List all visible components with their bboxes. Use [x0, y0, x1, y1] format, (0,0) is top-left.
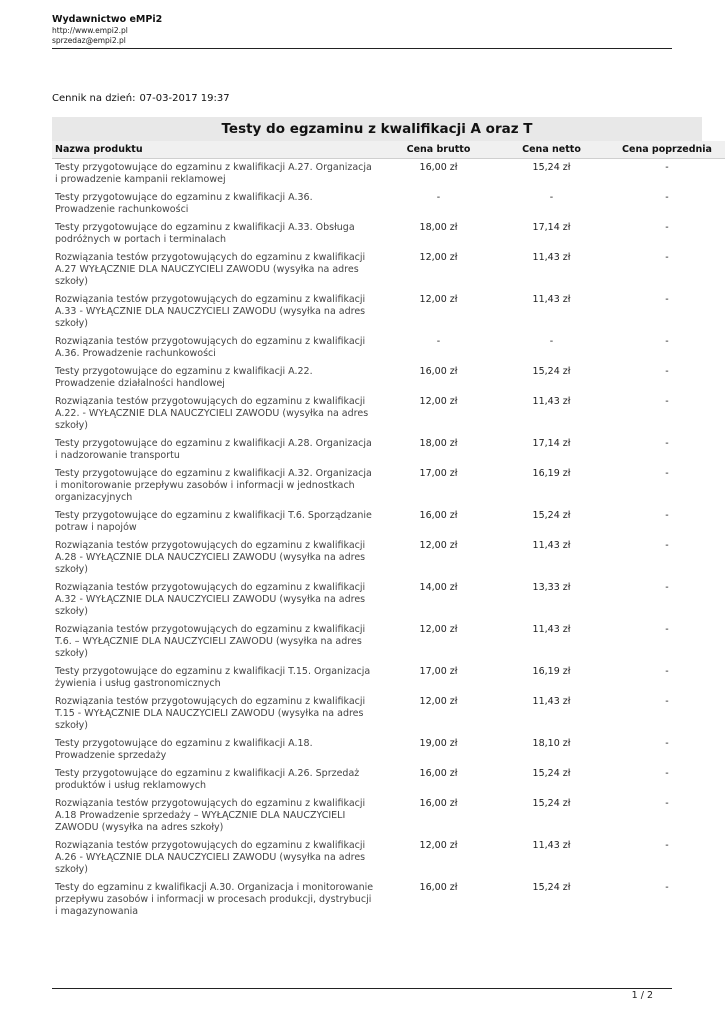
product-name: Testy przygotowujące do egzaminu z kwalifikacji T.6. Sporządzanie potraw i napojów [55, 510, 372, 533]
previous-price: - [665, 294, 669, 305]
previous-price: - [665, 582, 669, 593]
previous-price: - [665, 336, 669, 347]
previous-price: - [665, 222, 669, 233]
product-name: Testy przygotowujące do egzaminu z kwalifikacji T.15. Organizacja żywienia i usług gastronomicznych [55, 666, 371, 689]
table-row [52, 621, 725, 663]
company-email: sprzedaz@empi2.pl [52, 36, 126, 45]
product-name: Rozwiązania testów przygotowujących do egzaminu z kwalifikacji A.33 - WYŁĄCZNIE DLA NAUCZYCIELI ZAWODU (wysyłka na adres szkoły) [55, 294, 366, 329]
net-price: 11,43 zł [532, 696, 571, 707]
product-name: Testy przygotowujące do egzaminu z kwalifikacji A.32. Organizacja i monitorowanie przepływu zasobów i informacji w jednostkach organizacyjnych [55, 468, 372, 503]
net-price: 15,24 zł [532, 882, 571, 893]
product-name: Testy do egzaminu z kwalifikacji A.30. Organizacja i monitorowanie przepływu zasobów i informacji w procesach produkcji, dystrybucji i magazynowania [55, 882, 374, 917]
product-name: Rozwiązania testów przygotowujących do egzaminu z kwalifikacji A.18 Prowadzenie sprzedaży – WYŁĄCZNIE DLA NAUCZYCIELI ZAWODU (wysyłka na adres szkoły) [55, 798, 366, 833]
net-price: - [549, 192, 554, 203]
product-name: Testy przygotowujące do egzaminu z kwalifikacji A.36. Prowadzenie rachunkowości [55, 192, 313, 215]
table-row [52, 435, 725, 465]
previous-price: - [665, 366, 669, 377]
product-name: Rozwiązania testów przygotowujących do egzaminu z kwalifikacji A.26 - WYŁĄCZNIE DLA NAUCZYCIELI ZAWODU (wysyłka na adres szkoły) [55, 840, 366, 875]
previous-price: - [665, 666, 669, 677]
table-row [52, 765, 725, 795]
net-price: 17,14 zł [532, 222, 571, 233]
previous-price: - [665, 396, 669, 407]
net-price: 11,43 zł [532, 840, 571, 851]
previous-price: - [665, 840, 669, 851]
product-name: Rozwiązania testów przygotowujących do egzaminu z kwalifikacji A.27 WYŁĄCZNIE DLA NAUCZYCIELI ZAWODU (wysyłka na adres szkoły) [55, 252, 366, 287]
previous-price: - [665, 510, 669, 521]
gross-price: 18,00 zł [419, 438, 458, 449]
table-header-row [52, 141, 725, 159]
product-name: Testy przygotowujące do egzaminu z kwalifikacji A.27. Organizacja i prowadzenie kampanii reklamowej [55, 162, 372, 185]
gross-price: 16,00 zł [419, 768, 458, 779]
gross-price: 17,00 zł [419, 468, 458, 479]
price-section [52, 117, 712, 921]
previous-price: - [665, 468, 669, 479]
gross-price: 17,00 zł [419, 666, 458, 677]
table-row [52, 249, 725, 291]
net-price: 16,19 zł [532, 666, 571, 677]
column-header-name: Nazwa produktu [52, 141, 382, 159]
net-price: - [549, 336, 554, 347]
gross-price: 12,00 zł [419, 252, 458, 263]
net-price: 11,43 zł [532, 396, 571, 407]
product-name: Rozwiązania testów przygotowujących do egzaminu z kwalifikacji A.22. - WYŁĄCZNIE DLA NAUCZYCIELI ZAWODU (wysyłka na adres szkoły) [55, 396, 369, 431]
column-header-gross: Cena brutto [382, 141, 495, 159]
gross-price: 16,00 zł [419, 798, 458, 809]
column-header-previous: Cena poprzednia [608, 141, 725, 159]
table-row [52, 879, 725, 921]
previous-price: - [665, 768, 669, 779]
table-row [52, 579, 725, 621]
product-name: Rozwiązania testów przygotowujących do egzaminu z kwalifikacji A.36. Prowadzenie rachunkowości [55, 336, 366, 359]
table-row [52, 393, 725, 435]
previous-price: - [665, 738, 669, 749]
product-name: Testy przygotowujące do egzaminu z kwalifikacji A.26. Sprzedaż produktów i usług reklamowych [55, 768, 360, 791]
table-row [52, 465, 725, 507]
table-row [52, 363, 725, 393]
table-row [52, 795, 725, 837]
table-row [52, 189, 725, 219]
page-number: 1 / 2 [631, 990, 653, 1001]
gross-price: 12,00 zł [419, 396, 458, 407]
previous-price: - [665, 696, 669, 707]
product-name: Rozwiązania testów przygotowujących do egzaminu z kwalifikacji A.32 - WYŁĄCZNIE DLA NAUCZYCIELI ZAWODU (wysyłka na adres szkoły) [55, 582, 366, 617]
price-table [52, 141, 725, 921]
product-name: Rozwiązania testów przygotowujących do egzaminu z kwalifikacji T.15 - WYŁĄCZNIE DLA NAUCZYCIELI ZAWODU (wysyłka na adres szkoły) [55, 696, 366, 731]
previous-price: - [665, 882, 669, 893]
net-price: 16,19 zł [532, 468, 571, 479]
gross-price: - [436, 192, 441, 203]
gross-price: 14,00 zł [419, 582, 458, 593]
gross-price: - [436, 336, 441, 347]
table-row [52, 693, 725, 735]
table-row [52, 219, 725, 249]
product-name: Testy przygotowujące do egzaminu z kwalifikacji A.28. Organizacja i nadzorowanie transportu [55, 438, 372, 461]
gross-price: 18,00 zł [419, 222, 458, 233]
net-price: 18,10 zł [532, 738, 571, 749]
net-price: 11,43 zł [532, 294, 571, 305]
table-row [52, 507, 725, 537]
product-name: Testy przygotowujące do egzaminu z kwalifikacji A.22. Prowadzenie działalności handlowej [55, 366, 313, 389]
company-name: Wydawnictwo eMPi2 [52, 14, 163, 25]
net-price: 11,43 zł [532, 252, 571, 263]
table-row [52, 837, 725, 879]
previous-price: - [665, 162, 669, 173]
header-divider [52, 48, 672, 49]
column-header-net: Cena netto [495, 141, 608, 159]
gross-price: 16,00 zł [419, 366, 458, 377]
gross-price: 12,00 zł [419, 540, 458, 551]
product-name: Testy przygotowujące do egzaminu z kwalifikacji A.33. Obsługa podróżnych w portach i terminalach [55, 222, 355, 245]
net-price: 11,43 zł [532, 540, 571, 551]
table-row [52, 291, 725, 333]
table-row [52, 333, 725, 363]
table-row [52, 735, 725, 765]
document-header [52, 14, 672, 46]
net-price: 15,24 zł [532, 366, 571, 377]
net-price: 15,24 zł [532, 768, 571, 779]
previous-price: - [665, 624, 669, 635]
company-website: http://www.empi2.pl [52, 26, 128, 35]
net-price: 15,24 zł [532, 162, 571, 173]
gross-price: 12,00 zł [419, 624, 458, 635]
product-name: Rozwiązania testów przygotowujących do egzaminu z kwalifikacji A.28 - WYŁĄCZNIE DLA NAUCZYCIELI ZAWODU (wysyłka na adres szkoły) [55, 540, 366, 575]
gross-price: 12,00 zł [419, 294, 458, 305]
previous-price: - [665, 192, 669, 203]
gross-price: 16,00 zł [419, 882, 458, 893]
price-date-value: 07-03-2017 19:37 [139, 93, 230, 104]
gross-price: 16,00 zł [419, 162, 458, 173]
table-row [52, 537, 725, 579]
price-date-label: Cennik na dzień: [52, 93, 136, 104]
table-row [52, 663, 725, 693]
net-price: 15,24 zł [532, 798, 571, 809]
previous-price: - [665, 438, 669, 449]
table-row [52, 159, 725, 190]
gross-price: 19,00 zł [419, 738, 458, 749]
net-price: 13,33 zł [532, 582, 571, 593]
section-title: Testy do egzaminu z kwalifikacji A oraz T [52, 117, 702, 141]
gross-price: 16,00 zł [419, 510, 458, 521]
previous-price: - [665, 540, 669, 551]
net-price: 11,43 zł [532, 624, 571, 635]
previous-price: - [665, 798, 669, 809]
product-name: Rozwiązania testów przygotowujących do egzaminu z kwalifikacji T.6. – WYŁĄCZNIE DLA NAUCZYCIELI ZAWODU (wysyłka na adres szkoły) [55, 624, 366, 659]
product-name: Testy przygotowujące do egzaminu z kwalifikacji A.18. Prowadzenie sprzedaży [55, 738, 313, 761]
price-list-date [52, 93, 234, 104]
net-price: 15,24 zł [532, 510, 571, 521]
gross-price: 12,00 zł [419, 696, 458, 707]
gross-price: 12,00 zł [419, 840, 458, 851]
previous-price: - [665, 252, 669, 263]
footer-divider [52, 988, 672, 989]
net-price: 17,14 zł [532, 438, 571, 449]
